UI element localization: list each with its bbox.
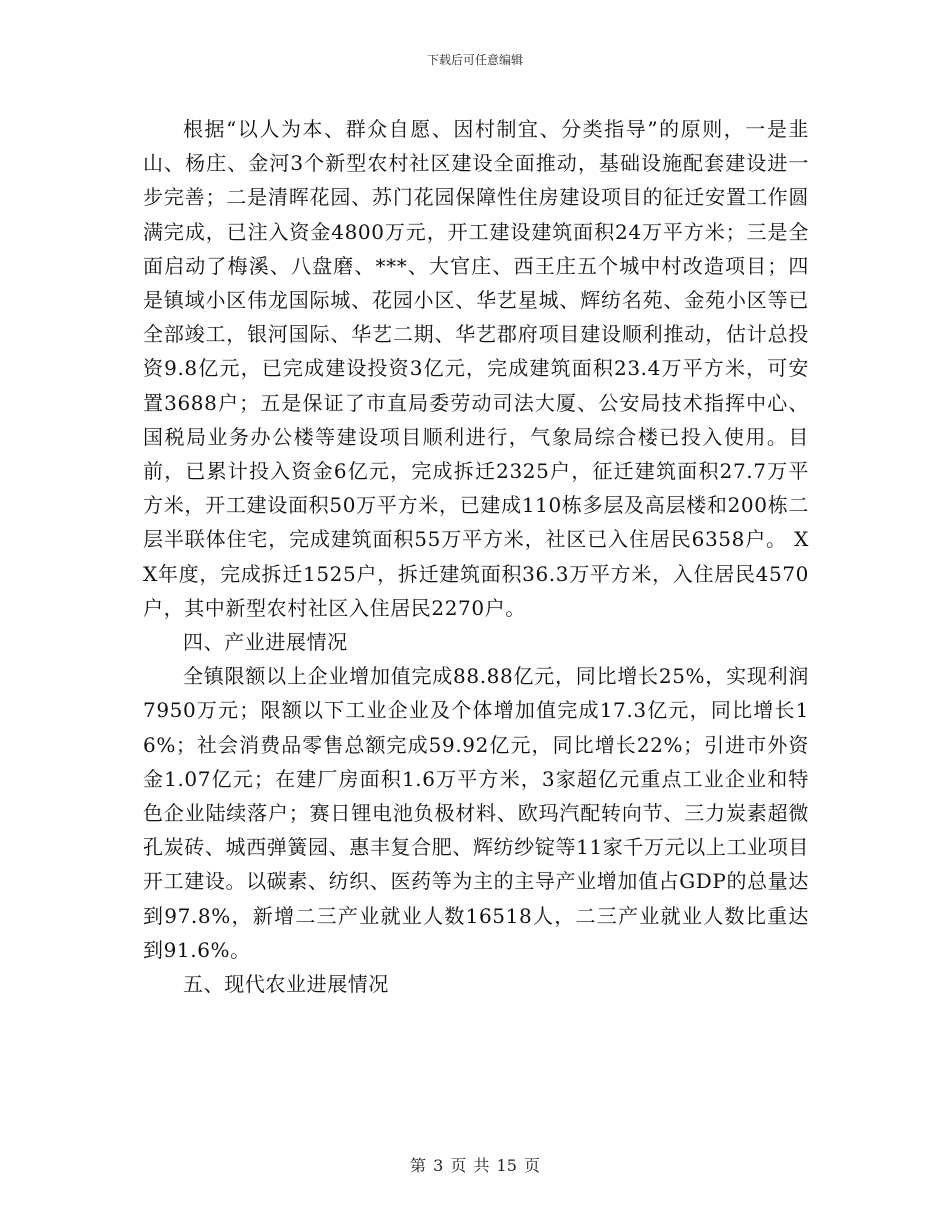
section-heading-industry: 四、产业进展情况 xyxy=(183,630,348,655)
paragraph-community-construction: 根据“以人为本、群众自愿、因村制宜、分类指导”的原则，一是韭山、杨庄、金河3个新型农村社区建设全面推动，基础设施配套建设进一步完善；二是清晖花园、苏门花园保障性住房建设项目的征迁安置工作圆满完成，已注入资金4800万元，开工建设建筑面积24万平方米；三是全面启动了梅溪、八盘磨、***、大官庄、西王庄五个城中村改造项目；四是镇域小区伟龙国际城、花园小区、华艺星城、辉纺名苑、金苑小区等已全部竣工，银河国际、华艺二期、华艺郡府项目建设顺利推动，估计总投资9.8亿元，已完成建设投资3亿元，完成建筑面积23.4万平方米，可安置3688户；五是保证了市直局委劳动司法大厦、公安局技术指挥中心、国税局业务办公楼等建设项目顺利进行，气象局综合楼已投入使用。目前，已累计投入资金6亿元，完成拆迁2325户，征迁建筑面积27.7万平方米，开工建设面积50万平方米，已建成110栋多层及高层楼和200栋二层半联体住宅，完成建筑面积55万平方米，社区已入住居民6358户。 XX年度，完成拆迁1525户，拆迁建筑面积36.3万平方米，入住居民4570户，其中新型农村社区入住居民2270户。 xyxy=(143,117,809,620)
paragraph-industry-progress: 全镇限额以上企业增加值完成88.88亿元，同比增长25%，实现利润7950万元；限额以下工业企业及个体增加值完成17.3亿元，同比增长16%；社会消费品零售总额完成59.92亿元，同比增长22%；引进市外资金1.07亿元；在建厂房面积1.6万平方米，3家超亿元重点工业企业和特色企业陆续落户；赛日锂电池负极材料、欧玛汽配转向节、三力炭素超微孔炭砖、城西弹簧园、惠丰复合肥、辉纺纱锭等11家千万元以上工业项目开工建设。以碳素、纺织、医药等为主的主导产业增加值占GDP的总量达到97.8%，新增二三产业就业人数16518人，二三产业就业人数比重达到91.6%。 xyxy=(143,664,809,962)
page-number-footer: 第 3 页 共 15 页 xyxy=(410,1156,540,1175)
section-heading-agriculture: 五、现代农业进展情况 xyxy=(183,972,389,997)
page-header: 下载后可任意编辑 xyxy=(426,53,523,67)
document-body xyxy=(143,112,809,1001)
